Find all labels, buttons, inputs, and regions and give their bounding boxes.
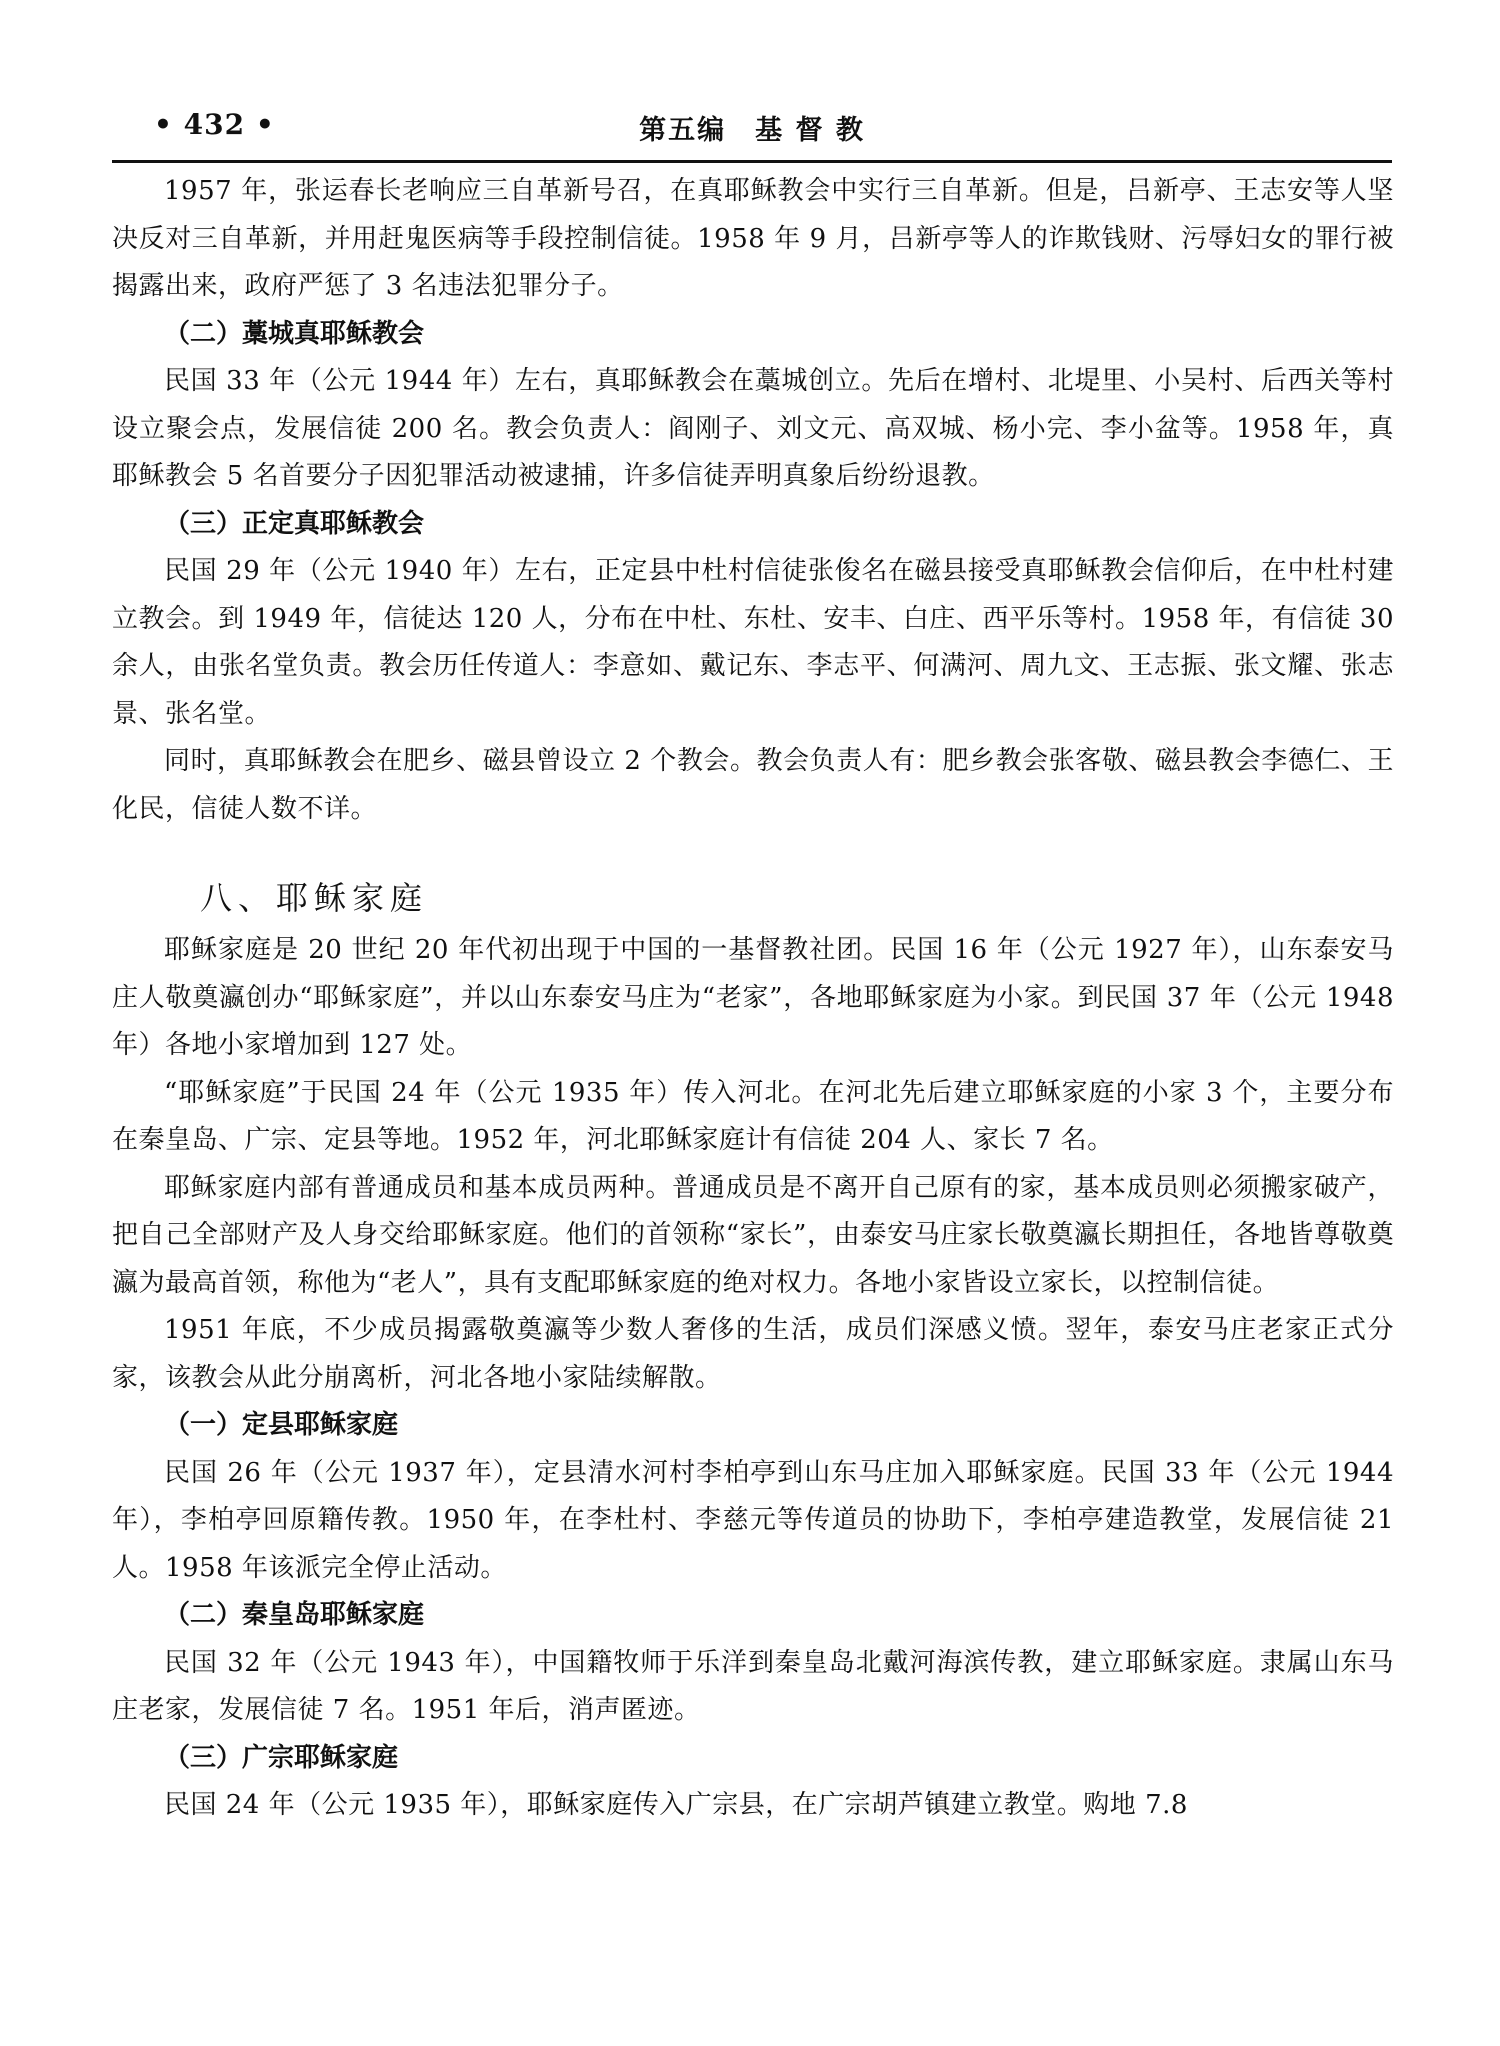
paragraph: 民国 32 年（公元 1943 年），中国籍牧师于乐洋到秦皇岛北戴河海滨传教，建立耶稣家庭。隶属山东马庄老家，发展信徒 7 名。1951 年后，消声匿迹。: [112, 1647, 1394, 1725]
page-header: [112, 108, 1392, 160]
paragraph: 1951 年底，不少成员揭露敬奠瀛等少数人奢侈的生活，成员们深感义愤。翌年，泰安马庄老家正式分家，该教会从此分崩离析，河北各地小家陆续解散。: [112, 1315, 1394, 1393]
page-body: [112, 168, 1394, 1830]
paragraph: 1957 年，张运春长老响应三自革新号召，在真耶稣教会中实行三自革新。但是，吕新亭、王志安等人坚决反对三自革新，并用赶鬼医病等手段控制信徒。1958 年 9 月，吕新亭等人的诈欺钱财、污辱妇女的罪行被揭露出来，政府严惩了 3 名违法犯罪分子。: [112, 176, 1394, 301]
subsection-heading: （一）定县耶稣家庭: [164, 1410, 399, 1440]
paragraph: 民国 29 年（公元 1940 年）左右，正定县中杜村信徒张俊名在磁县接受真耶稣教会信仰后，在中杜村建立教会。到 1949 年，信徒达 120 人，分布在中杜、东杜、安丰、白庄、西平乐等村。1958 年，有信徒 30 余人，由张名堂负责。教会历任传道人：李意如、戴记东、李志平、何满河、周九文、王志振、张文耀、张志景、张名堂。: [112, 556, 1394, 729]
subsection-heading: （三）广宗耶稣家庭: [164, 1742, 399, 1773]
subsection-heading: （三）正定真耶稣教会: [164, 508, 425, 539]
paragraph: “耶稣家庭”于民国 24 年（公元 1935 年）传入河北。在河北先后建立耶稣家庭的小家 3 个，主要分布在秦皇岛、广宗、定县等地。1952 年，河北耶稣家庭计有信徒 204 人、家长 7 名。: [112, 1077, 1394, 1155]
paragraph: 民国 33 年（公元 1944 年）左右，真耶稣教会在藁城创立。先后在增村、北堤里、小吴村、后西关等村设立聚会点，发展信徒 200 名。教会负责人：阎刚子、刘文元、高双城、杨小完、李小盆等。1958 年，真耶稣教会 5 名首要分子因犯罪活动被逮捕，许多信徒弄明真象后纷纷退教。: [112, 366, 1394, 491]
subsection-heading: （二）秦皇岛耶稣家庭: [164, 1600, 425, 1630]
paragraph: 耶稣家庭内部有普通成员和基本成员两种。普通成员是不离开自己原有的家，基本成员则必须搬家破产，把自己全部财产及人身交给耶稣家庭。他们的首领称“家长”，由泰安马庄家长敬奠瀛长期担任，各地皆尊敬奠瀛为最高首领，称他为“老人”，具有支配耶稣家庭的绝对权力。各地小家皆设立家长，以控制信徒。: [112, 1172, 1394, 1298]
paragraph: 同时，真耶稣教会在肥乡、磁县曾设立 2 个教会。教会负责人有：肥乡教会张客敬、磁县教会李德仁、王化民，信徒人数不详。: [112, 746, 1394, 824]
paragraph: 民国 26 年（公元 1937 年），定县清水河村李柏亭到山东马庄加入耶稣家庭。民国 33 年（公元 1944 年），李柏亭回原籍传教。1950 年，在李杜村、李慈元等传道员的协助下，李柏亭建造教堂，发展信徒 21 人。1958 年该派完全停止活动。: [112, 1457, 1394, 1583]
page-number: • 432 •: [154, 108, 275, 141]
subsection-heading: （二）藁城真耶稣教会: [164, 318, 425, 349]
paragraph: 民国 24 年（公元 1935 年），耶稣家庭传入广宗县，在广宗胡芦镇建立教堂。购地 7.8: [164, 1790, 1188, 1820]
header-rule: [112, 160, 1392, 163]
section-title: 八、耶稣家庭: [200, 879, 429, 917]
paragraph: 耶稣家庭是 20 世纪 20 年代初出现于中国的一基督教社团。民国 16 年（公元 1927 年），山东泰安马庄人敬奠瀛创办“耶稣家庭”，并以山东泰安马庄为“老家”，各地耶稣家庭为小家。到民国 37 年（公元 1948 年）各地小家增加到 127 处。: [112, 935, 1394, 1060]
running-title: 第五编 基 督 教: [639, 115, 865, 146]
